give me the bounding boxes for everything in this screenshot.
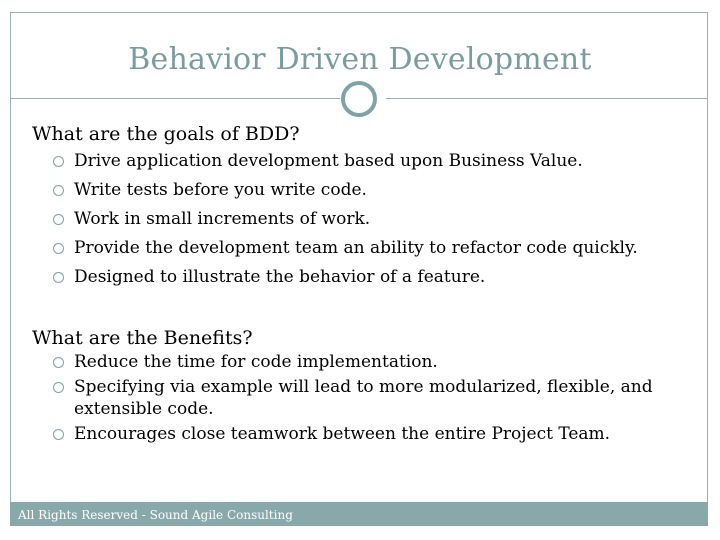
list-item-text: Reduce the time for code implementation.	[74, 352, 438, 372]
title-divider-right	[386, 98, 708, 99]
list-item	[32, 376, 692, 423]
footer-bar	[10, 502, 708, 526]
goals-heading: What are the goals of BDD?	[32, 123, 300, 145]
list-item	[32, 263, 692, 292]
ring-ornament-icon	[341, 81, 377, 117]
goals-list	[32, 147, 692, 292]
list-item-text: Designed to illustrate the behavior of a feature.	[74, 267, 486, 287]
hollow-circle-bullet-icon	[53, 214, 64, 225]
list-item-text: Specifying via example will lead to more modularized, flexible, and extensible code.	[74, 377, 653, 419]
hollow-circle-bullet-icon	[53, 382, 64, 393]
list-item	[32, 147, 692, 176]
goals-section	[32, 121, 692, 292]
hollow-circle-bullet-icon	[53, 185, 64, 196]
hollow-circle-bullet-icon	[53, 156, 64, 167]
list-item-text: Drive application development based upon Business Value.	[74, 151, 583, 171]
list-item	[32, 423, 692, 448]
list-item	[32, 205, 692, 234]
hollow-circle-bullet-icon	[53, 429, 64, 440]
hollow-circle-bullet-icon	[53, 272, 64, 283]
list-item-text: Encourages close teamwork between the entire Project Team.	[74, 424, 611, 444]
hollow-circle-bullet-icon	[53, 243, 64, 254]
slide-title: Behavior Driven Development	[128, 42, 592, 77]
list-item-text: Work in small increments of work.	[74, 209, 371, 229]
hollow-circle-bullet-icon	[53, 357, 64, 368]
benefits-heading: What are the Benefits?	[32, 327, 253, 349]
list-item-text: Write tests before you write code.	[74, 180, 367, 200]
list-item	[32, 351, 692, 376]
benefits-section	[32, 325, 692, 448]
list-item-text: Provide the development team an ability to refactor code quickly.	[74, 238, 638, 258]
list-item	[32, 234, 692, 263]
list-item	[32, 176, 692, 205]
benefits-list	[32, 351, 692, 448]
title-divider-left	[10, 98, 340, 99]
footer-copyright: All Rights Reserved - Sound Agile Consulting	[18, 508, 293, 522]
